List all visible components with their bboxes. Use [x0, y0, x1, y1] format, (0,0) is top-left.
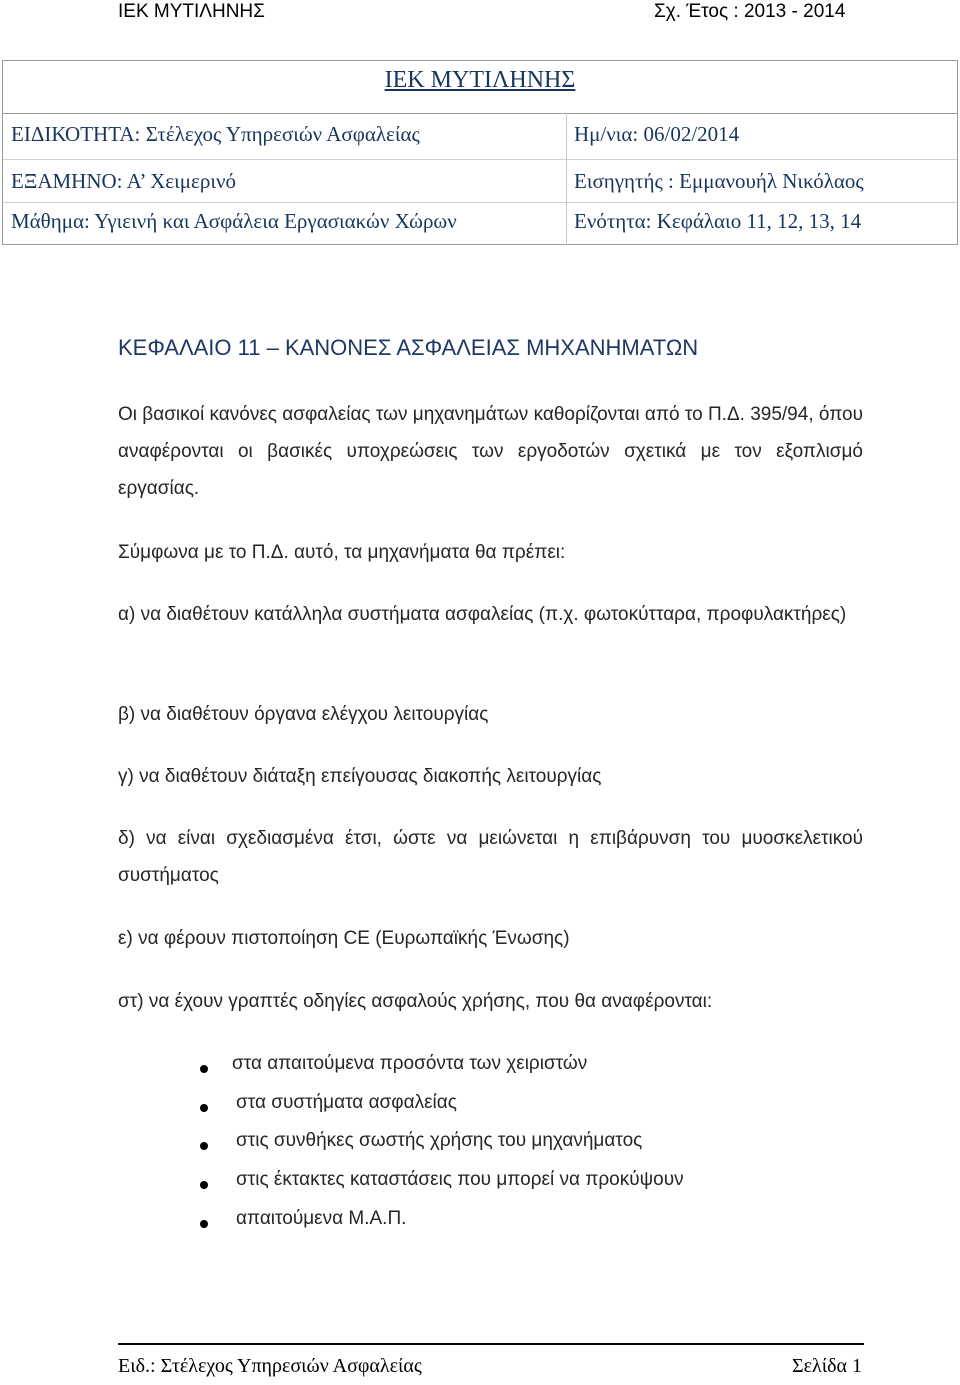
info-instructor: Εισηγητής : Εμμανουήλ Νικόλαος: [574, 169, 864, 193]
requirement-c: γ) να διαθέτουν διάταξη επείγουσας διακοπής λειτουργίας: [118, 766, 602, 787]
requirement-f: στ) να έχουν γραπτές οδηγίες ασφαλούς χρήσης, που θα αναφέρονται:: [118, 991, 713, 1012]
footer-page-number: Σελίδα 1: [792, 1355, 863, 1377]
chapter-heading: ΚΕΦΑΛΑΙΟ 11 – ΚΑΝΟΝΕΣ ΑΣΦΑΛΕΙΑΣ ΜΗΧΑΝΗΜΑΤΩΝ: [118, 335, 699, 360]
bullet-icon: [200, 1065, 208, 1073]
requirement-b: β) να διαθέτουν όργανα ελέγχου λειτουργίας: [118, 704, 489, 725]
bullet-icon: [200, 1104, 208, 1112]
list-item: [0, 1208, 960, 1238]
header-school-year: Σχ. Έτος : 2013 - 2014: [654, 1, 846, 22]
list-item-text: στα συστήματα ασφαλείας: [236, 1092, 457, 1113]
info-date: Ημ/νια: 06/02/2014: [574, 122, 740, 146]
list-item-text: στα απαιτούμενα προσόντα των χειριστών: [232, 1053, 588, 1074]
info-unit: Ενότητα: Κεφάλαιο 11, 12, 13, 14: [574, 209, 862, 233]
table-divider: [3, 202, 957, 203]
footer-specialty: Ειδ.: Στέλεχος Υπηρεσιών Ασφαλείας: [118, 1355, 422, 1377]
requirement-a: α) να διαθέτουν κατάλληλα συστήματα ασφαλείας (π.χ. φωτοκύτταρα, προφυλακτήρες): [118, 604, 847, 625]
info-semester: ΕΞΑΜΗΝΟ: Α’ Χειμερινό: [11, 169, 236, 193]
lead-paragraph: Σύμφωνα με το Π.Δ. αυτό, τα μηχανήματα θα πρέπει:: [118, 542, 566, 563]
requirement-e: ε) να φέρουν πιστοποίηση CE (Ευρωπαϊκής Ένωσης): [118, 928, 570, 949]
table-column-divider: [566, 113, 567, 245]
info-specialty: ΕΙΔΙΚΟΤΗΤΑ: Στέλεχος Υπηρεσιών Ασφαλείας: [11, 122, 420, 146]
bullet-icon: [200, 1142, 208, 1150]
footer-divider: [118, 1343, 864, 1345]
bullet-icon: [200, 1181, 208, 1189]
list-item-text: στις έκτακτες καταστάσεις που μπορεί να προκύψουν: [236, 1169, 684, 1190]
header-school-name: ΙΕΚ ΜΥΤΙΛΗΝΗΣ: [118, 1, 265, 22]
course-info-table: [2, 60, 958, 245]
list-item-text: απαιτούμενα Μ.Α.Π.: [236, 1208, 407, 1229]
info-course: Μάθημα: Υγιεινή και Ασφάλεια Εργασιακών Χώρων: [11, 209, 457, 233]
intro-paragraph: Οι βασικοί κανόνες ασφαλείας των μηχανημάτων καθορίζονται από το Π.Δ. 395/94, όπου αναφέρονται οι βασικές υποχρεώσεις των εργοδοτών σχετικά με τον εξοπλισμό εργασίας.: [118, 404, 863, 499]
table-divider: [3, 159, 957, 160]
list-item: [0, 1053, 960, 1083]
bullet-icon: [200, 1220, 208, 1228]
page-header: [0, 0, 960, 28]
list-item: [0, 1130, 960, 1160]
list-item: [0, 1092, 960, 1122]
list-item: [0, 1169, 960, 1199]
info-title: ΙΕΚ ΜΥΤΙΛΗΝΗΣ: [384, 67, 576, 93]
table-divider: [3, 113, 957, 114]
requirement-d: δ) να είναι σχεδιασμένα έτσι, ώστε να μειώνεται η επιβάρυνση του μυοσκελετικού συστήματος: [118, 828, 863, 886]
list-item-text: στις συνθήκες σωστής χρήσης του μηχανήματος: [236, 1130, 643, 1151]
